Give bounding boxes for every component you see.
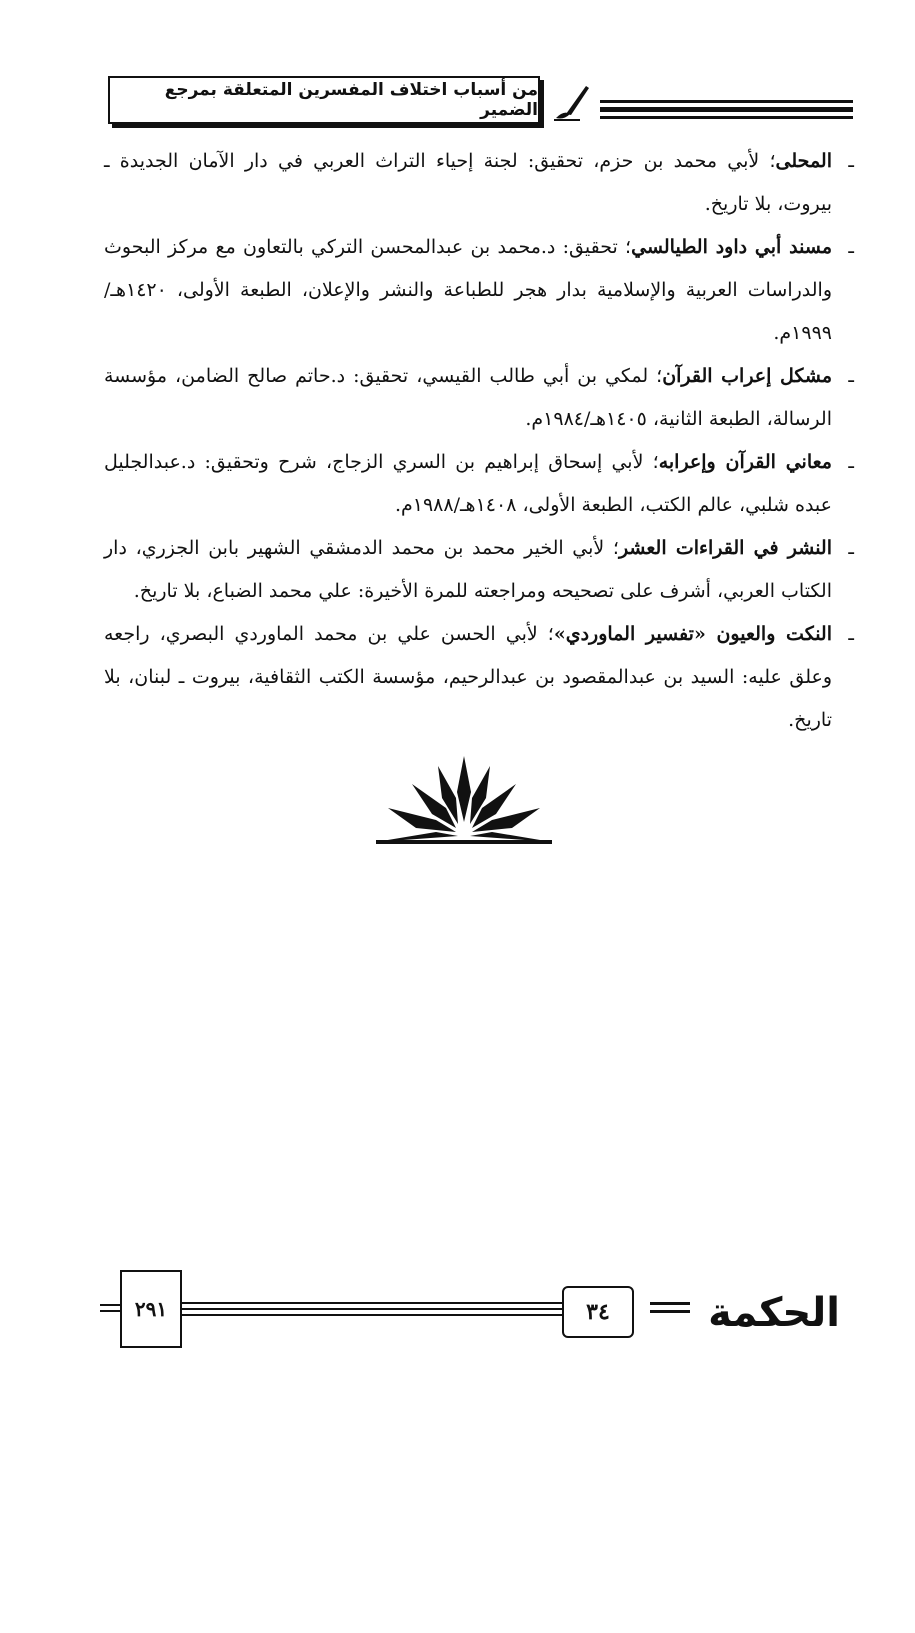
sunburst-ornament-icon <box>376 752 552 846</box>
reference-details: ؛ لأبي الخير محمد بن محمد الدمشقي الشهير بابن الجزري، دار الكتاب العربي، أشرف على تصحيحه ومراجعته للمرة الأخيرة: علي محمد الضباع، بلا تاريخ. <box>104 537 832 602</box>
reference-item <box>104 441 832 527</box>
page-footer-visible <box>100 1262 840 1352</box>
footer-rule <box>100 1304 120 1306</box>
reference-title: النشر في القراءات العشر <box>618 537 832 559</box>
footer <box>100 1543 840 1633</box>
reference-list <box>104 140 832 742</box>
reference-item <box>104 527 832 613</box>
reference-title: مسند أبي داود الطيالسي <box>631 236 832 258</box>
reference-item <box>104 226 832 355</box>
footer-rule <box>180 1302 562 1304</box>
page-number: ٢٩١ <box>134 1297 168 1321</box>
reference-item <box>104 355 832 441</box>
issue-number-box <box>562 1286 634 1338</box>
footer-rule <box>650 1310 690 1313</box>
reference-details: ؛ لأبي محمد بن حزم، تحقيق: لجنة إحياء التراث العربي في دار الآمان الجديدة ـ بيروت، بلا تاريخ. <box>104 150 832 215</box>
reference-title: معاني القرآن وإعرابه <box>658 451 832 473</box>
page-header <box>108 76 853 124</box>
reference-details: ؛ لأبي إسحاق إبراهيم بن السري الزجاج، شرح وتحقيق: د.عبدالجليل عبده شلبي، عالم الكتب، الطبعة الأولى، ١٤٠٨هـ/١٩٨٨م. <box>104 451 832 516</box>
reference-title: المحلى <box>775 150 832 172</box>
reference-item <box>104 613 832 742</box>
footer-rule <box>650 1302 690 1305</box>
journal-logo: الحكمة <box>708 1290 840 1336</box>
reference-details: ؛ لأبي الحسن علي بن محمد الماوردي البصري، راجعه وعلق عليه: السيد بن عبدالمقصود بن عبدالرحيم، مؤسسة الكتب الثقافية، بيروت ـ لبنان، بلا تاريخ. <box>104 623 832 731</box>
quill-pen-icon <box>550 80 594 124</box>
footer-rule <box>100 1310 120 1312</box>
reference-title: النكت والعيون «تفسير الماوردي» <box>553 623 832 645</box>
footer-rule <box>180 1308 562 1310</box>
reference-item <box>104 140 832 226</box>
reference-details: ؛ لمكي بن أبي طالب القيسي، تحقيق: د.حاتم صالح الضامن، مؤسسة الرسالة، الطبعة الثانية، ١٤٠٥هـ/١٩٨٤م. <box>104 365 832 430</box>
running-title: من أسباب اختلاف المفسرين المتعلقة بمرجع الضمير <box>108 76 540 124</box>
footer-rule <box>180 1314 562 1316</box>
page-number-box <box>120 1270 182 1348</box>
reference-title: مشكل إعراب القرآن <box>662 365 832 387</box>
issue-number: ٣٤ <box>586 1299 610 1325</box>
header-rule <box>600 100 853 123</box>
reference-details: ؛ تحقيق: د.محمد بن عبدالمحسن التركي بالتعاون مع مركز البحوث والدراسات العربية والإسلامية بدار هجر للطباعة والنشر والإعلان، الطبعة الأولى، ١٤٢٠هـ/١٩٩٩م. <box>104 236 832 344</box>
